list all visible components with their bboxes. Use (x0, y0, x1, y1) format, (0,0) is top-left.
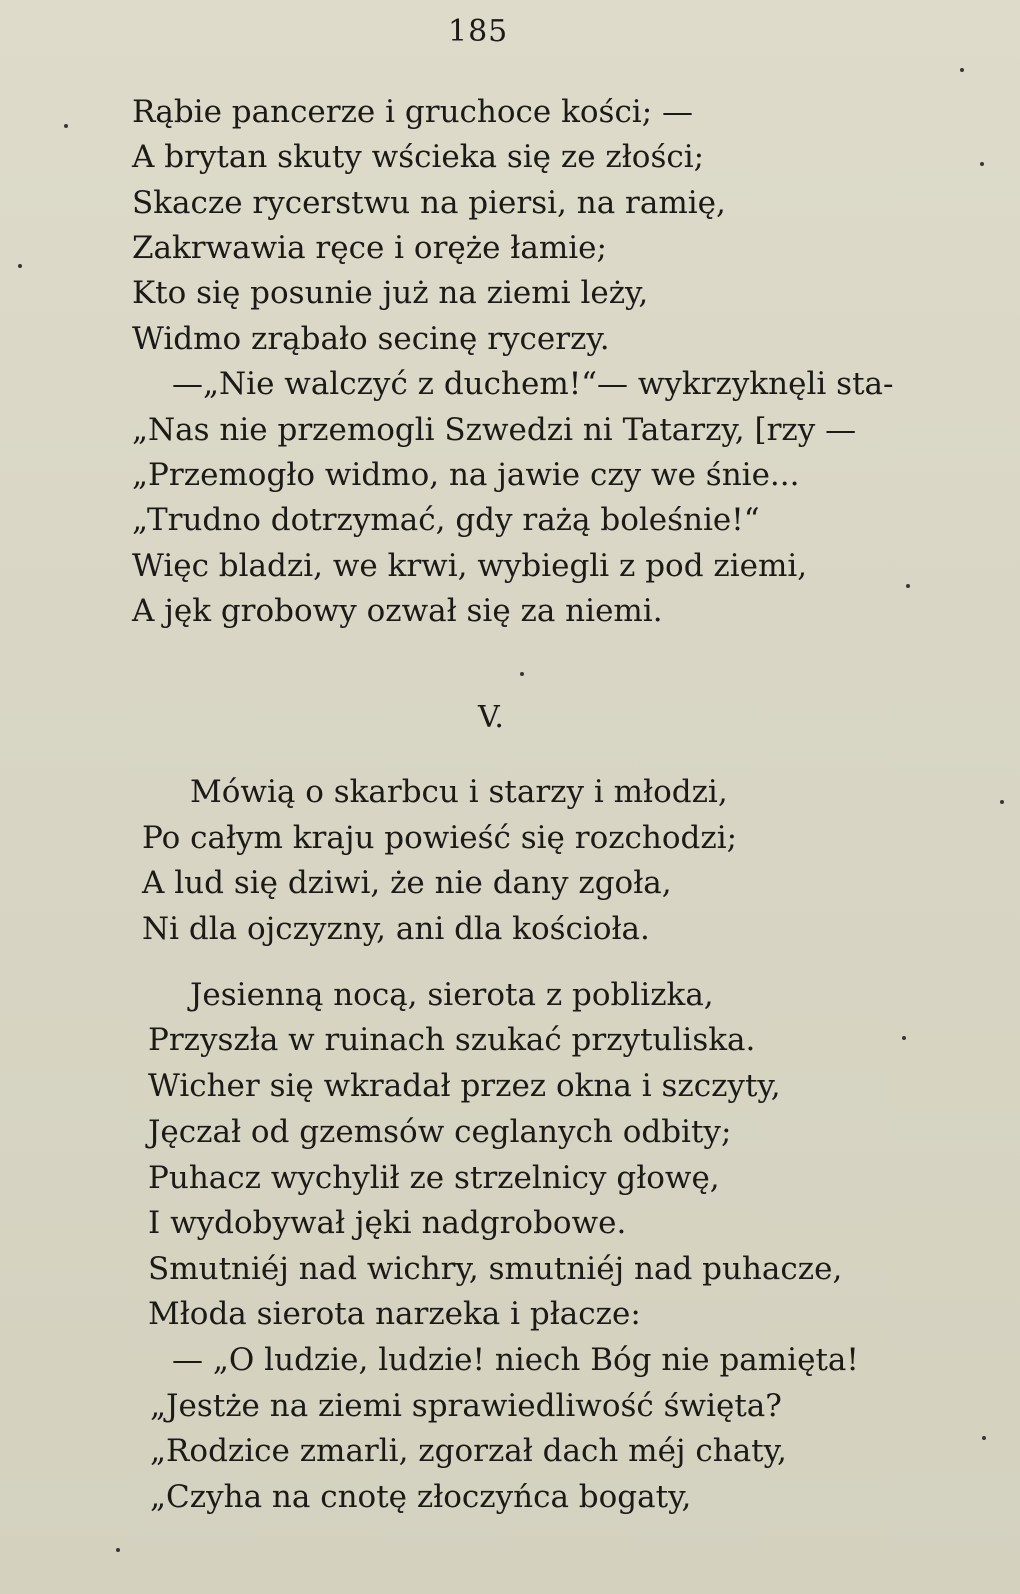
verse-line: I wydobywał jęki nadgrobowe. (148, 1205, 627, 1241)
verse-line: Wicher się wkradał przez okna i szczyty, (148, 1068, 781, 1104)
verse-line: „Jestże na ziemi sprawiedliwość święta? (150, 1388, 782, 1424)
section-heading: V. (478, 700, 504, 735)
paper-speck (520, 672, 524, 676)
paper-speck (902, 1036, 906, 1040)
verse-line: Młoda sierota narzeka i płacze: (148, 1296, 641, 1332)
verse-line: Skacze rycerstwu na piersi, na ramię, (132, 185, 726, 221)
verse-line: Przyszła w ruinach szukać przytuliska. (148, 1022, 756, 1058)
verse-line: Mówią o skarbcu i starzy i młodzi, (190, 774, 728, 810)
verse-line: A jęk grobowy ozwał się za niemi. (132, 593, 663, 629)
paper-speck (18, 264, 22, 268)
verse-line: Kto się posunie już na ziemi leży, (132, 275, 649, 311)
paper-speck (980, 162, 984, 166)
verse-line: A lud się dziwi, że nie dany zgoła, (142, 865, 672, 901)
verse-line: Po całym kraju powieść się rozchodzi; (142, 820, 738, 856)
verse-line: A brytan skuty wścieka się ze złości; (132, 139, 705, 175)
verse-line: „Nas nie przemogli Szwedzi ni Tatarzy, [rzy — (132, 412, 857, 448)
verse-line: Rąbie pancerze i gruchoce kości; — (132, 94, 694, 130)
verse-line: „Trudno dotrzymać, gdy rażą boleśnie!“ (132, 502, 760, 538)
verse-line: Jęczał od gzemsów ceglanych odbity; (148, 1114, 732, 1150)
verse-line: Zakrwawia ręce i oręże łamie; (132, 230, 607, 266)
paper-speck (1000, 800, 1004, 804)
verse-line: Jesienną nocą, sierota z poblizka, (190, 977, 714, 1013)
paper-speck (64, 124, 68, 128)
verse-line: —„Nie walczyć z duchem!“— wykrzyknęli sta- (172, 366, 894, 402)
verse-line: Puhacz wychylił ze strzelnicy głowę, (148, 1160, 720, 1196)
verse-line: — „O ludzie, ludzie! niech Bóg nie pamięta! (172, 1342, 859, 1378)
verse-line: „Czyha na cnotę złoczyńca bogaty, (150, 1479, 692, 1515)
paper-speck (960, 68, 964, 72)
verse-line: Więc bladzi, we krwi, wybiegli z pod ziemi, (132, 548, 808, 584)
page-number: 185 (448, 14, 509, 49)
paper-speck (906, 584, 910, 588)
verse-line: Ni dla ojczyzny, ani dla kościoła. (142, 911, 650, 947)
verse-line: „Przemogło widmo, na jawie czy we śnie... (132, 457, 800, 493)
verse-line: „Rodzice zmarli, zgorzał dach méj chaty, (150, 1433, 787, 1469)
paper-speck (116, 1548, 120, 1552)
paper-speck (982, 1436, 986, 1440)
verse-line: Widmo zrąbało secinę rycerzy. (132, 321, 610, 357)
verse-line: Smutniéj nad wichry, smutniéj nad puhacze, (148, 1251, 843, 1287)
